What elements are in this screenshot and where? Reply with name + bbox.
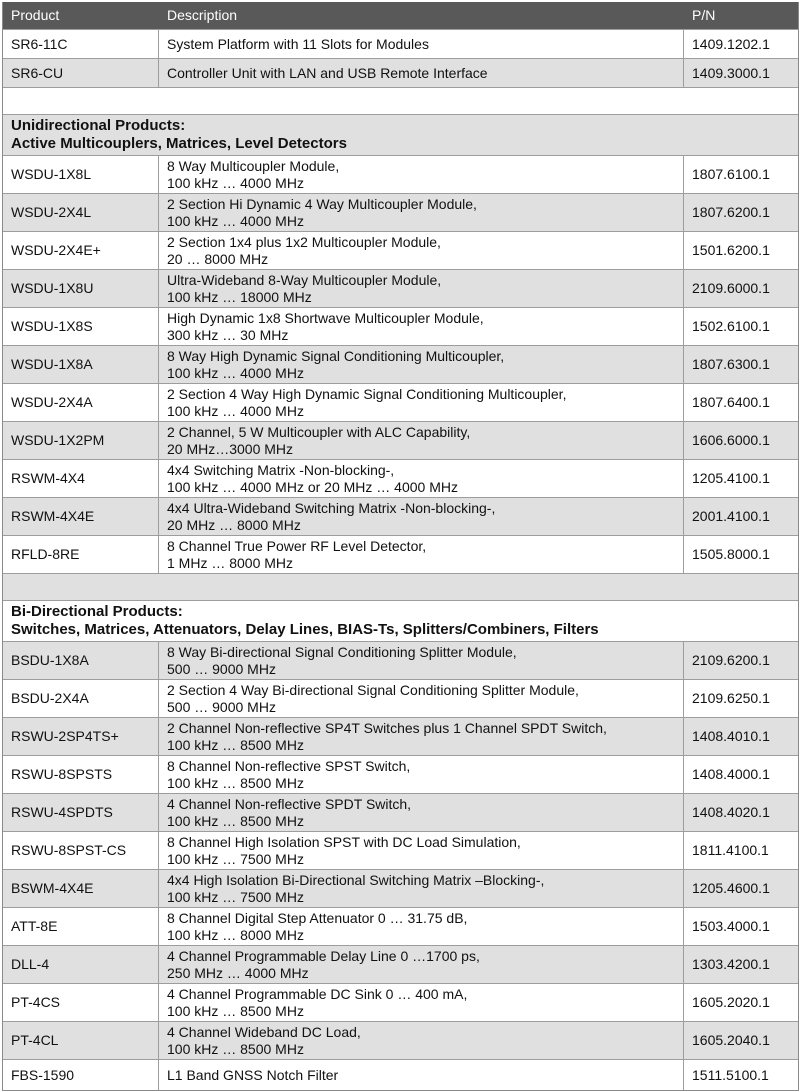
part-number-cell	[684, 756, 798, 793]
section-header-row	[3, 114, 798, 155]
description-cell	[159, 384, 684, 421]
part-number: 1503.4000.1	[692, 918, 770, 935]
product-name: WSDU-2X4E+	[11, 242, 101, 259]
column-header-description: Description	[167, 7, 238, 24]
part-number-cell	[684, 498, 798, 535]
product-cell	[3, 1022, 159, 1059]
description-line: 4x4 Ultra-Wideband Switching Matrix -Non-blocking-,	[167, 500, 496, 516]
table-row	[3, 679, 798, 717]
description-line: 4 Channel Wideband DC Load,	[167, 1024, 361, 1040]
part-number-cell	[684, 642, 798, 679]
part-number-cell	[684, 794, 798, 831]
product-cell	[3, 308, 159, 345]
description-cell	[159, 756, 684, 793]
table-row	[3, 869, 798, 907]
description-line: 100 kHz … 8500 MHz	[167, 774, 304, 791]
description-cell	[159, 908, 684, 945]
description-cell	[159, 232, 684, 269]
product-name: RSWU-8SPSTS	[11, 766, 113, 783]
part-number: 1505.8000.1	[692, 546, 770, 563]
description-cell	[159, 536, 684, 573]
spacer-row	[3, 87, 798, 114]
description-line: L1 Band GNSS Notch Filter	[167, 1066, 339, 1083]
part-number: 1409.3000.1	[692, 64, 770, 81]
product-cell	[3, 718, 159, 755]
description-cell	[159, 642, 684, 679]
part-number: 1501.6200.1	[692, 242, 770, 259]
product-cell	[3, 1060, 159, 1090]
product-name: WSDU-1X8A	[11, 356, 93, 373]
part-number-cell	[684, 270, 798, 307]
part-number-cell	[684, 460, 798, 497]
table-row	[3, 421, 798, 459]
description-line: 100 kHz … 8500 MHz	[167, 1002, 304, 1019]
description-line: 8 Way High Dynamic Signal Conditioning Multicoupler,	[167, 348, 505, 364]
product-cell	[3, 270, 159, 307]
product-name: RFLD-8RE	[11, 546, 80, 563]
product-cell	[3, 794, 159, 831]
description-cell	[159, 308, 684, 345]
description-line: 1 MHz … 8000 MHz	[167, 554, 294, 571]
table-row	[3, 907, 798, 945]
part-number: 2001.4100.1	[692, 508, 770, 525]
part-number-cell	[684, 308, 798, 345]
product-cell	[3, 984, 159, 1021]
part-number-cell	[684, 946, 798, 983]
section-title-line: Active Multicouplers, Matrices, Level Detectors	[11, 135, 347, 152]
table-row	[3, 459, 798, 497]
part-number-cell	[684, 536, 798, 573]
part-number: 1511.5100.1	[692, 1066, 769, 1083]
product-cell	[3, 422, 159, 459]
product-name: BSDU-2X4A	[11, 690, 89, 707]
table-body	[3, 29, 798, 1090]
product-name: RSWM-4X4	[11, 470, 85, 487]
description-line: 8 Way Multicoupler Module,	[167, 158, 340, 174]
part-number: 1205.4600.1	[692, 880, 770, 897]
product-cell	[3, 908, 159, 945]
table-row	[3, 755, 798, 793]
description-cell	[159, 30, 684, 58]
table-header-row	[3, 2, 798, 29]
description-line: 8 Channel High Isolation SPST with DC Load Simulation,	[167, 834, 521, 850]
table-row	[3, 1059, 798, 1090]
product-name: WSDU-2X4L	[11, 204, 92, 221]
product-name: WSDU-2X4A	[11, 394, 93, 411]
part-number-cell	[684, 30, 798, 58]
product-cell	[3, 756, 159, 793]
product-name: DLL-4	[11, 956, 50, 973]
table-row	[3, 155, 798, 193]
description-line: 2 Section 1x4 plus 1x2 Multicoupler Module,	[167, 234, 441, 250]
table-row	[3, 345, 798, 383]
column-header-product: Product	[11, 7, 60, 24]
description-line: 250 MHz … 4000 MHz	[167, 964, 309, 981]
part-number: 1502.6100.1	[692, 318, 770, 335]
product-name: RSWU-4SPDTS	[11, 804, 113, 821]
part-number: 2109.6200.1	[692, 652, 770, 669]
part-number: 1303.4200.1	[692, 956, 770, 973]
description-cell	[159, 794, 684, 831]
part-number: 2109.6250.1	[692, 690, 770, 707]
description-line: 8 Way Bi-directional Signal Conditioning Splitter Module,	[167, 644, 517, 660]
product-name: PT-4CS	[11, 994, 61, 1011]
description-line: 100 kHz … 4000 MHz	[167, 364, 304, 381]
description-cell	[159, 270, 684, 307]
part-number-cell	[684, 422, 798, 459]
description-line: 100 kHz … 4000 MHz or 20 MHz … 4000 MHz	[167, 478, 458, 495]
product-cell	[3, 832, 159, 869]
part-number: 1408.4010.1	[692, 728, 770, 745]
description-line: 100 kHz … 4000 MHz	[167, 212, 304, 229]
description-line: 100 kHz … 7500 MHz	[167, 850, 304, 867]
part-number-cell	[684, 384, 798, 421]
description-line: 300 kHz … 30 MHz	[167, 326, 289, 343]
part-number: 1408.4000.1	[692, 766, 770, 783]
part-number: 1605.2040.1	[692, 1032, 770, 1049]
description-line: 100 kHz … 4000 MHz	[167, 402, 304, 419]
table-row	[3, 497, 798, 535]
part-number: 1409.1202.1	[692, 35, 770, 52]
description-line: 100 kHz … 8500 MHz	[167, 1040, 304, 1057]
table-row	[3, 269, 798, 307]
description-cell	[159, 498, 684, 535]
part-number: 1807.6100.1	[692, 166, 770, 183]
product-cell	[3, 194, 159, 231]
description-line: 4x4 Switching Matrix -Non-blocking-,	[167, 462, 395, 478]
description-line: 2 Section 4 Way Bi-directional Signal Conditioning Splitter Module,	[167, 682, 579, 698]
description-line: 4x4 High Isolation Bi-Directional Switching Matrix –Blocking-,	[167, 872, 545, 888]
part-number-cell	[684, 984, 798, 1021]
table-row	[3, 983, 798, 1021]
description-cell	[159, 870, 684, 907]
part-number-cell	[684, 156, 798, 193]
description-line: 100 kHz … 8500 MHz	[167, 812, 304, 829]
spacer-row	[3, 573, 798, 600]
description-cell	[159, 422, 684, 459]
product-name: SR6-CU	[11, 64, 64, 81]
section-header-row	[3, 600, 798, 641]
description-line: 2 Channel Non-reflective SP4T Switches plus 1 Channel SPDT Switch,	[167, 720, 607, 736]
product-cell	[3, 460, 159, 497]
description-line: 20 … 8000 MHz	[167, 250, 269, 267]
section-title-line: Switches, Matrices, Attenuators, Delay Lines, BIAS-Ts, Splitters/Combiners, Filters	[11, 621, 599, 638]
product-name: ATT-8E	[11, 918, 58, 935]
table-row	[3, 831, 798, 869]
product-name: FBS-1590	[11, 1066, 75, 1083]
table-row	[3, 717, 798, 755]
description-line: 20 MHz … 8000 MHz	[167, 516, 301, 533]
description-line: 2 Section Hi Dynamic 4 Way Multicoupler Module,	[167, 196, 477, 212]
part-number-cell	[684, 346, 798, 383]
part-number-cell	[684, 1060, 798, 1090]
description-cell	[159, 946, 684, 983]
description-line: 500 … 9000 MHz	[167, 660, 276, 677]
product-table	[2, 2, 799, 1091]
description-line: 8 Channel Digital Step Attenuator 0 … 31.75 dB,	[167, 910, 468, 926]
section-title-line: Bi-Directional Products:	[11, 603, 183, 620]
product-cell	[3, 498, 159, 535]
part-number: 1811.4100.1	[692, 842, 769, 859]
part-number-cell	[684, 1022, 798, 1059]
table-row	[3, 383, 798, 421]
product-name: BSWM-4X4E	[11, 880, 94, 897]
description-cell	[159, 718, 684, 755]
description-line: 2 Section 4 Way High Dynamic Signal Conditioning Multicoupler,	[167, 386, 567, 402]
product-name: RSWU-8SPST-CS	[11, 842, 127, 859]
table-row	[3, 793, 798, 831]
product-cell	[3, 30, 159, 58]
part-number-cell	[684, 680, 798, 717]
part-number-cell	[684, 908, 798, 945]
table-row	[3, 945, 798, 983]
part-number: 1807.6300.1	[692, 356, 770, 373]
part-number: 1606.6000.1	[692, 432, 770, 449]
table-row	[3, 1021, 798, 1059]
product-cell	[3, 870, 159, 907]
part-number: 1807.6400.1	[692, 394, 770, 411]
description-cell	[159, 59, 684, 87]
product-name: WSDU-1X8U	[11, 280, 94, 297]
description-line: Controller Unit with LAN and USB Remote Interface	[167, 64, 488, 81]
part-number: 1408.4020.1	[692, 804, 770, 821]
description-line: 20 MHz…3000 MHz	[167, 440, 294, 457]
description-line: 500 … 9000 MHz	[167, 698, 276, 715]
product-cell	[3, 536, 159, 573]
part-number-cell	[684, 718, 798, 755]
part-number-cell	[684, 59, 798, 87]
description-line: Ultra-Wideband 8-Way Multicoupler Module,	[167, 272, 442, 288]
table-row	[3, 29, 798, 58]
product-cell	[3, 946, 159, 983]
product-cell	[3, 680, 159, 717]
product-name: WSDU-1X2PM	[11, 432, 105, 449]
description-line: 8 Channel True Power RF Level Detector,	[167, 538, 427, 554]
product-cell	[3, 642, 159, 679]
description-line: 4 Channel Programmable DC Sink 0 … 400 mA,	[167, 986, 468, 1002]
description-line: 100 kHz … 8500 MHz	[167, 736, 304, 753]
part-number: 1205.4100.1	[692, 470, 770, 487]
description-cell	[159, 460, 684, 497]
table-row	[3, 193, 798, 231]
description-cell	[159, 156, 684, 193]
table-row	[3, 307, 798, 345]
product-name: SR6-11C	[11, 35, 68, 52]
part-number: 2109.6000.1	[692, 280, 770, 297]
product-name: WSDU-1X8S	[11, 318, 93, 335]
part-number: 1807.6200.1	[692, 204, 770, 221]
description-line: 2 Channel, 5 W Multicoupler with ALC Capability,	[167, 424, 471, 440]
product-cell	[3, 384, 159, 421]
description-cell	[159, 1022, 684, 1059]
product-name: BSDU-1X8A	[11, 652, 89, 669]
description-line: System Platform with 11 Slots for Modules	[167, 35, 429, 52]
description-line: 100 kHz … 18000 MHz	[167, 288, 312, 305]
part-number-cell	[684, 232, 798, 269]
product-name: PT-4CL	[11, 1032, 59, 1049]
description-line: 4 Channel Non-reflective SPDT Switch,	[167, 796, 412, 812]
description-cell	[159, 194, 684, 231]
product-name: WSDU-1X8L	[11, 166, 92, 183]
description-cell	[159, 680, 684, 717]
part-number: 1605.2020.1	[692, 994, 770, 1011]
table-row	[3, 535, 798, 573]
section-title-line: Unidirectional Products:	[11, 117, 186, 134]
product-name: RSWU-2SP4TS+	[11, 728, 119, 745]
description-line: 8 Channel Non-reflective SPST Switch,	[167, 758, 411, 774]
description-line: 100 kHz … 7500 MHz	[167, 888, 304, 905]
table-row	[3, 641, 798, 679]
product-cell	[3, 59, 159, 87]
product-cell	[3, 346, 159, 383]
product-cell	[3, 232, 159, 269]
part-number-cell	[684, 194, 798, 231]
description-line: 100 kHz … 8000 MHz	[167, 926, 304, 943]
description-line: High Dynamic 1x8 Shortwave Multicoupler Module,	[167, 310, 484, 326]
part-number-cell	[684, 870, 798, 907]
description-cell	[159, 1060, 684, 1090]
description-line: 100 kHz … 4000 MHz	[167, 174, 304, 191]
product-cell	[3, 156, 159, 193]
table-row	[3, 58, 798, 87]
product-name: RSWM-4X4E	[11, 508, 95, 525]
part-number-cell	[684, 832, 798, 869]
table-row	[3, 231, 798, 269]
description-cell	[159, 832, 684, 869]
description-cell	[159, 346, 684, 383]
description-line: 4 Channel Programmable Delay Line 0 …1700 ps,	[167, 948, 480, 964]
description-cell	[159, 984, 684, 1021]
column-header-pn: P/N	[692, 7, 716, 24]
